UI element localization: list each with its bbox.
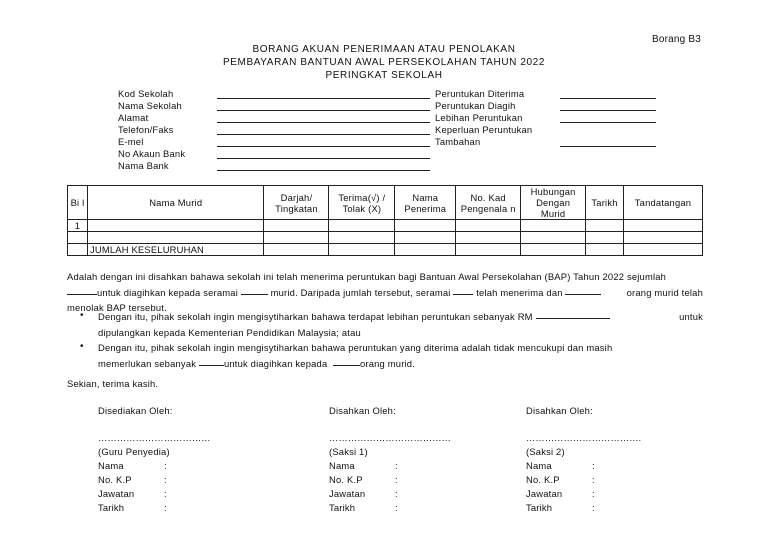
bullet-text: memerlukan sebanyak [98,358,197,369]
declaration-text: untuk diagihkan kepada seramai [97,286,238,298]
form-title-line1: BORANG AKUAN PENERIMAAN ATAU PENOLAKAN [252,44,516,55]
field-label-peruntukan-diagih: Peruntukan Diagih [435,100,516,111]
row-number: 1 [68,220,88,232]
bullet-text: Dengan itu, pihak sekolah ingin mengisytiharkan bahawa terdapat lebihan peruntukan sebanyak RM [98,311,533,322]
field-line-peruntukan-diterima[interactable] [560,98,656,99]
table-cell[interactable] [521,232,586,244]
bullet-text: untuk [679,311,703,322]
field-line-nama-sekolah[interactable] [217,110,430,111]
declaration-line2 [67,285,703,301]
table-header-row [68,186,703,220]
field-line-nama-bank[interactable] [217,170,430,171]
field-line-no-akaun-bank[interactable] [217,158,430,159]
table-cell [68,244,88,256]
sig-field-kp: No. K.P : [526,474,595,485]
field-label-tambahan: Tambahan [435,136,481,147]
table-cell[interactable] [87,220,264,232]
form-title-line2: PEMBAYARAN BANTUAN AWAL PERSEKOLAHAN TAHUN 2022 [223,57,545,68]
field-line-lebihan-peruntukan[interactable] [560,122,656,123]
table-cell[interactable] [329,244,395,256]
col-header-tarikh: Tarikh [586,186,624,220]
amount-blank[interactable] [67,285,97,295]
table-cell[interactable] [586,232,624,244]
form-title-line3: PERINGKAT SEKOLAH [325,70,443,81]
signatory-role: (Saksi 2) [526,446,565,457]
field-line-kod-sekolah[interactable] [217,98,430,99]
sig-field-jawatan: Jawatan : [98,488,167,499]
sig-field-kp: No. K.P : [98,474,167,485]
field-line-peruntukan-diagih[interactable] [560,110,656,111]
field-label-kod-sekolah: Kod Sekolah [118,88,174,99]
field-label-telefon-faks: Telefon/Faks [118,124,174,135]
bullet-shortfall [98,340,703,372]
table-cell[interactable] [68,232,88,244]
bullet-surplus-line2: dipulangkan kepada Kementerian Pendidikan Malaysia; atau [98,327,361,338]
col-header-terima-tolak: Terima(√) / Tolak (X) [329,186,395,220]
bullet-surplus [98,309,703,341]
signatory-heading: Disahkan Oleh: [329,405,396,416]
table-cell[interactable] [395,220,456,232]
field-line-telefon-faks[interactable] [217,134,430,135]
student-table [67,185,703,256]
bullet-surplus-line1 [98,309,703,325]
table-cell[interactable] [624,244,703,256]
sig-field-jawatan: Jawatan : [526,488,595,499]
table-cell[interactable] [521,220,586,232]
sig-field-tarikh: Tarikh : [526,502,595,513]
form-code: Borang B3 [652,34,702,45]
col-header-nama-penerima: Nama Penerima [395,186,456,220]
table-cell[interactable] [264,232,329,244]
col-header-bil: Bi l [68,186,88,220]
bullet-shortfall-line1: Dengan itu, pihak sekolah ingin mengisytiharkan bahawa peruntukan yang diterima adalah tidak mencukupi dan masih [98,342,613,353]
bullet-icon: • [80,341,84,352]
table-cell[interactable] [87,232,264,244]
closing-text: Sekian, terima kasih. [67,378,159,389]
sig-field-nama: Nama : [526,460,595,471]
declaration-text: orang murid telah [626,286,703,298]
signature-line[interactable]: ………………………………. [526,432,642,443]
col-header-nama-murid: Nama Murid [87,186,264,220]
field-label-alamat: Alamat [118,112,149,123]
table-cell[interactable] [329,232,395,244]
sig-field-jawatan: Jawatan : [329,488,398,499]
surplus-amount-blank[interactable] [536,309,610,319]
field-label-nama-sekolah: Nama Sekolah [118,100,182,111]
table-cell[interactable] [329,220,395,232]
table-row [68,220,703,232]
table-cell[interactable] [624,220,703,232]
field-line-alamat[interactable] [217,122,430,123]
col-header-hubungan: Hubungan Dengan Murid [521,186,586,220]
student-count-blank[interactable] [241,285,268,295]
sig-field-tarikh: Tarikh : [98,502,167,513]
sig-field-tarikh: Tarikh : [329,502,398,513]
signatory-role: (Guru Penyedia) [98,446,170,457]
field-label-lebihan-peruntukan: Lebihan Peruntukan [435,112,523,123]
field-line-emel[interactable] [217,146,430,147]
received-count-blank[interactable] [453,285,473,295]
field-label-emel: E-mel [118,136,144,147]
table-row [68,232,703,244]
field-label-keperluan-peruntukan: Keperluan Peruntukan [435,124,533,135]
declaration-line3: menolak BAP tersebut. [67,302,167,313]
table-cell[interactable] [395,244,456,256]
bullet-icon: • [80,310,84,321]
bullet-text: orang murid. [359,358,416,369]
table-cell[interactable] [586,220,624,232]
field-line-keperluan-tambahan[interactable] [560,146,656,147]
signatory-witness-1 [329,404,451,515]
table-cell[interactable] [456,244,521,256]
declaration-text: telah menerima dan [476,286,563,298]
table-cell[interactable] [264,220,329,232]
signature-line[interactable]: ……………………………… [98,432,211,443]
sig-field-nama: Nama : [98,460,167,471]
field-label-peruntukan-diterima: Peruntukan Diterima [435,88,525,99]
field-label-no-akaun-bank: No Akaun Bank [118,148,186,159]
table-cell[interactable] [395,232,456,244]
col-header-darjah: Darjah/ Tingkatan [264,186,329,220]
declaration-text: murid. Daripada jumlah tersebut, seramai [270,286,451,298]
sig-field-nama: Nama : [329,460,398,471]
signatory-heading: Disediakan Oleh: [98,405,173,416]
field-label-nama-bank: Nama Bank [118,160,169,171]
table-cell[interactable] [456,220,521,232]
signatory-heading: Disahkan Oleh: [526,405,593,416]
table-cell[interactable] [521,244,586,256]
bullet-text: untuk diagihkan kepada [223,358,328,369]
table-cell[interactable] [456,232,521,244]
total-label: JUMLAH KESELURUHAN [87,244,264,256]
signature-line[interactable]: ………………………………… [329,432,451,443]
shortfall-students-blank[interactable] [333,356,360,366]
signatory-witness-2 [526,404,641,515]
table-cell[interactable] [264,244,329,256]
declaration-line1: Adalah dengan ini disahkan bahawa sekolah ini telah menerima peruntukan bagi Bantuan Awal Persekolahan (BAP) Tahun 2022 sejumlah [67,271,667,282]
signatory-prepared [98,404,211,515]
table-cell[interactable] [586,244,624,256]
col-header-tandatangan: Tandatangan [624,186,703,220]
shortfall-amount-blank[interactable] [199,356,224,366]
sig-field-kp: No. K.P : [329,474,398,485]
bullet-shortfall-line2 [98,356,703,372]
signatory-role: (Saksi 1) [329,446,368,457]
table-total-row [68,244,703,256]
table-cell[interactable] [624,232,703,244]
col-header-no-kad: No. Kad Pengenala n [456,186,521,220]
rejected-count-blank[interactable] [565,285,601,295]
